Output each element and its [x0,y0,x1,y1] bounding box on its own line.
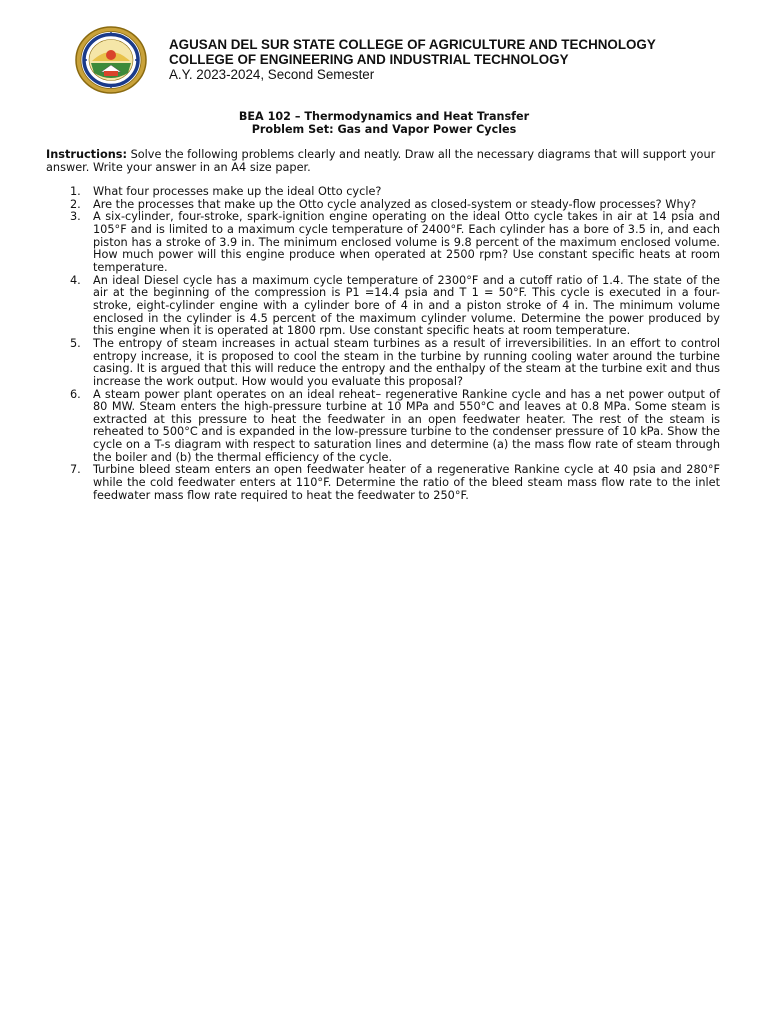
problem-text: What four processes make up the ideal Otto cycle? [93,185,382,198]
problem-item [46,389,720,465]
institution-header [169,37,749,82]
problem-text: The entropy of steam increases in actual steam turbines as a result of irreversibilities. In an effort to control entropy increase, it is proposed to cool the steam in the turbine by running cooling water around the turbine casing. It is argued that this will reduce the entropy and the enthalpy of the steam at the turbine exit and thus increase the work output. How would you evaluate this proposal? [93,336,720,388]
problem-text: Turbine bleed steam enters an open feedwater heater of a regenerative Rankine cycle at 40 psia and 280°F while the cold feedwater enters at 110°F. Determine the ratio of the bleed steam mass flow rate to the inlet feedwater mass flow rate required to heat the feedwater to 250°F. [93,463,720,502]
problem-number: 1. [70,185,81,198]
institution-name: AGUSAN DEL SUR STATE COLLEGE OF AGRICULTURE AND TECHNOLOGY [169,37,656,52]
problem-number: 6. [70,387,81,401]
problem-set-title: Problem Set: Gas and Vapor Power Cycles [251,123,517,136]
problem-text: An ideal Diesel cycle has a maximum cycle temperature of 2300°F and a cutoff ratio of 1.4. The state of the air at the beginning of the compression is P1 =14.4 psia and T 1 = 50°F. This cycle is executed in a four-stroke, eight-cylinder engine with a cylinder bore of 4 in and a piston stroke of 4 in. The minimum volume enclosed in the cylinder is 4.5 percent of the maximum cylinder volume. Determine the power produced by this engine when it is operated at 1800 rpm. Use constant specific heats at room temperature. [93,273,720,338]
college-seal-icon [74,25,148,95]
problem-text: A steam power plant operates on an ideal reheat– regenerative Rankine cycle and has a net power output of 80 MW. Steam enters the high-pressure turbine at 10 MPa and 550°C and leaves at 0.8 MPa. Some steam is extracted at this pressure to heat the feedwater in an open feedwater heater. The rest of the steam is reheated to 500°C and is expanded in the low-pressure turbine to the condenser pressure of 10 kPa. Show the cycle on a T-s diagram with respect to saturation lines and determine (a) the mass flow rate of steam through the boiler and (b) the thermal efficiency of the cycle. [93,387,720,464]
problem-item [46,211,720,274]
problem-number: 7. [70,463,81,477]
problem-list [46,186,720,502]
document-titles [0,110,768,136]
problem-item [46,338,720,389]
problem-number: 5. [70,336,81,350]
problem-number: 2. [70,197,81,211]
problem-item [46,186,720,199]
college-name: COLLEGE OF ENGINEERING AND INDUSTRIAL TECHNOLOGY [169,52,569,67]
problem-text: A six-cylinder, four-stroke, spark-ignition engine operating on the ideal Otto cycle takes in air at 14 psia and 105°F and is limited to a maximum cycle temperature of 2400°F. Each cylinder has a bore of 3.5 in, and each piston has a stroke of 3.9 in. The minimum enclosed volume is 9.8 percent of the maximum enclosed volume. How much power will this engine produce when operated at 2500 rpm? Use constant specific heats at room temperature. [93,210,720,274]
course-title: BEA 102 – Thermodynamics and Heat Transfer [238,110,530,123]
instructions-text: Solve the following problems clearly and neatly. Draw all the necessary diagrams that will support your answer. Write your answer in an A4 size paper. [46,148,716,174]
academic-year: A.Y. 2023-2024, Second Semester [169,67,375,82]
problem-item [46,275,720,338]
problem-item [46,464,720,502]
instructions-paragraph [46,148,720,174]
problem-number: 4. [70,273,81,287]
problem-number: 3. [70,210,81,224]
instructions-label: Instructions: [46,148,127,161]
problem-text: Are the processes that make up the Otto cycle analyzed as closed-system or steady-flow processes? Why? [93,197,697,211]
